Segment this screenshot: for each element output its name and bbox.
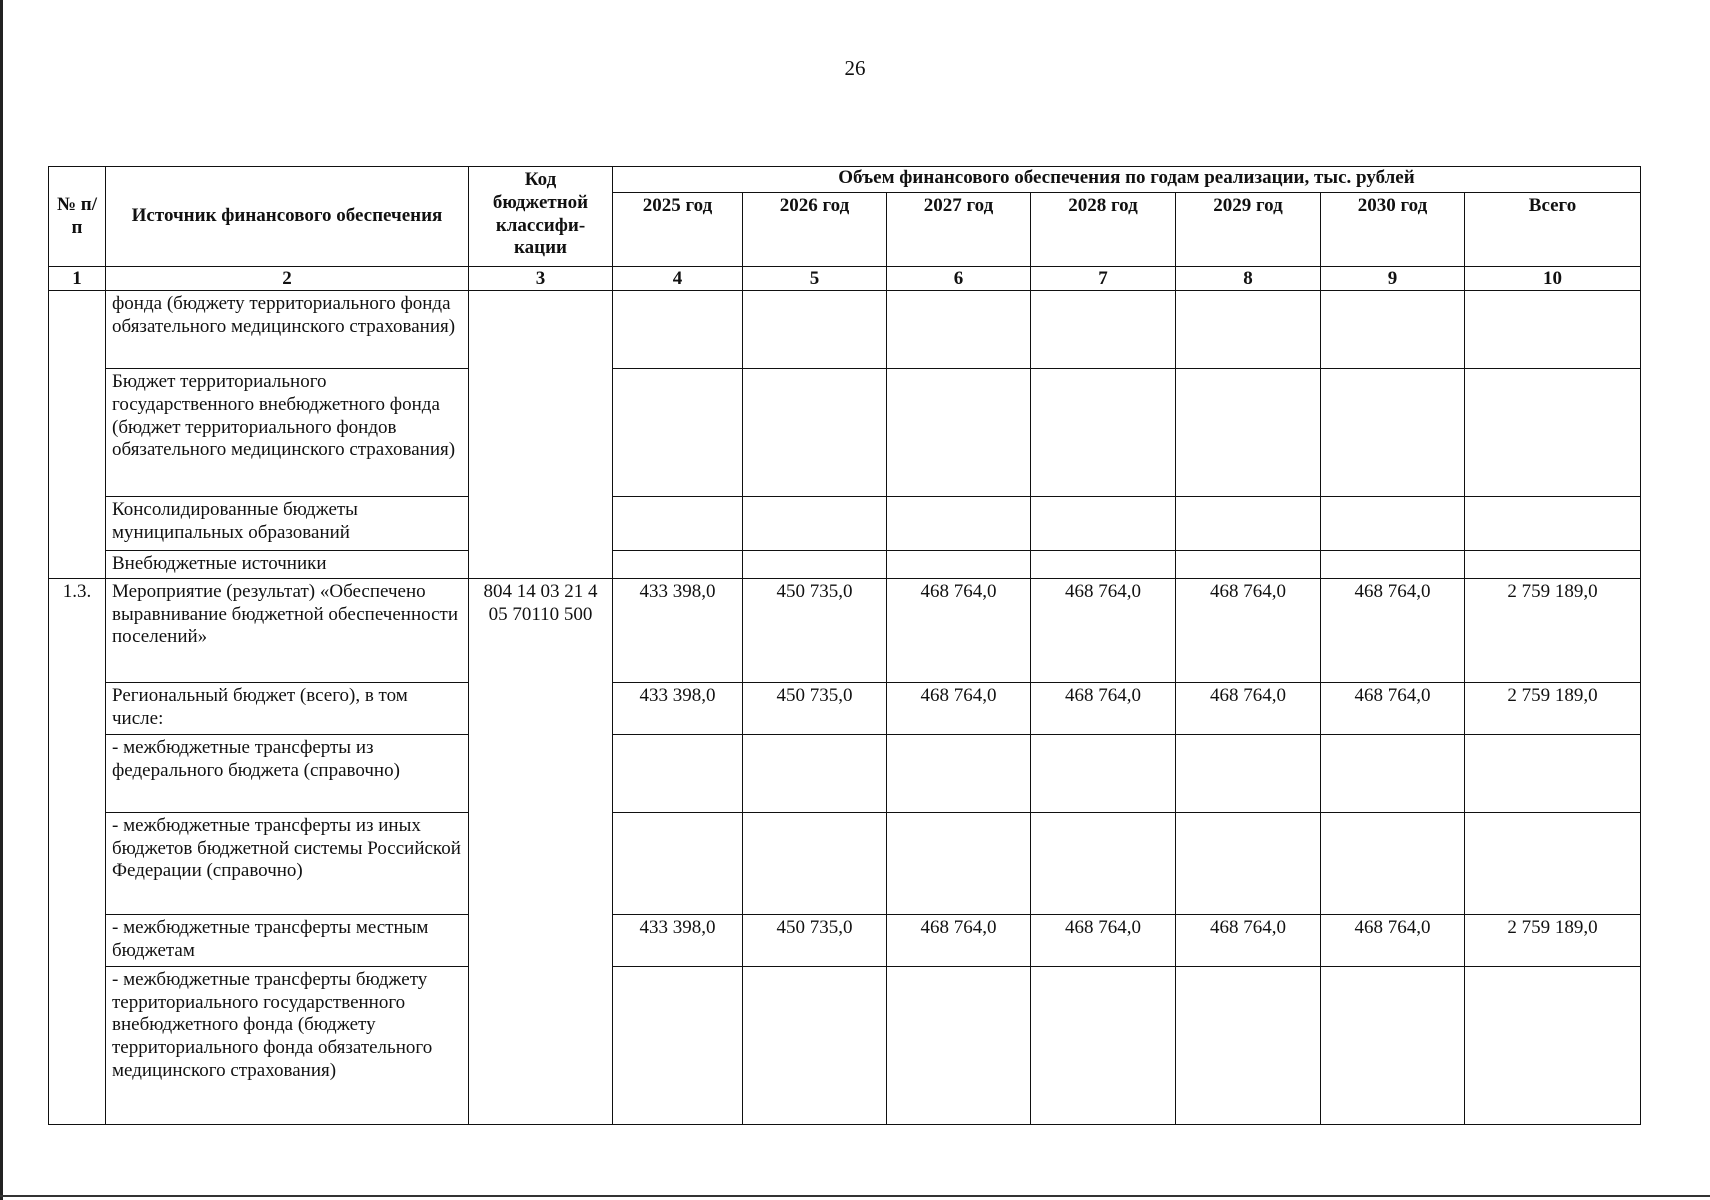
source-cell: Бюджет территориального государственного внебюджетного фонда (бюджет территориального фондов обязательного медицинского страхования)	[106, 369, 469, 497]
header-year-2028: 2028 год	[1031, 193, 1176, 267]
year-value-cell: 450 735,0	[743, 682, 887, 734]
total-value-cell	[1465, 369, 1641, 497]
budget-code-cell: 804 14 03 21 4 05 70110 500	[469, 578, 613, 1124]
total-value-cell	[1465, 291, 1641, 369]
year-value-cell	[887, 291, 1031, 369]
year-value-cell: 468 764,0	[1176, 578, 1321, 682]
year-value-cell: 468 764,0	[1031, 578, 1176, 682]
header-row-top	[49, 167, 1641, 193]
total-value-cell	[1465, 497, 1641, 551]
table-body	[49, 291, 1641, 1125]
year-value-cell	[1176, 291, 1321, 369]
year-value-cell	[743, 551, 887, 579]
column-number: 10	[1465, 267, 1641, 291]
scan-left-edge	[0, 0, 3, 1200]
year-value-cell	[887, 812, 1031, 914]
source-cell: Региональный бюджет (всего), в том числе:	[106, 682, 469, 734]
year-value-cell	[1031, 291, 1176, 369]
year-value-cell	[1176, 734, 1321, 812]
source-cell: - межбюджетные трансферты бюджету территориального государственного внебюджетного фонда (бюджету территориального фонда обязательного медицинского страхования)	[106, 966, 469, 1124]
total-value-cell: 2 759 189,0	[1465, 682, 1641, 734]
year-value-cell	[1031, 497, 1176, 551]
source-cell: - межбюджетные трансферты из федерального бюджета (справочно)	[106, 734, 469, 812]
year-value-cell	[613, 734, 743, 812]
year-value-cell	[1321, 966, 1465, 1124]
year-value-cell	[743, 812, 887, 914]
year-value-cell	[1031, 966, 1176, 1124]
table-row	[49, 291, 1641, 369]
year-value-cell	[887, 497, 1031, 551]
year-value-cell	[743, 291, 887, 369]
page-number: 26	[844, 56, 866, 80]
financing-table	[48, 166, 1641, 1125]
header-year-2025: 2025 год	[613, 193, 743, 267]
header-year-2027: 2027 год	[887, 193, 1031, 267]
year-value-cell	[887, 734, 1031, 812]
table-row	[49, 497, 1641, 551]
year-value-cell	[1321, 291, 1465, 369]
year-value-cell	[1176, 369, 1321, 497]
year-value-cell	[1176, 497, 1321, 551]
year-value-cell	[613, 369, 743, 497]
year-value-cell: 468 764,0	[1031, 682, 1176, 734]
table-row	[49, 369, 1641, 497]
column-number: 5	[743, 267, 887, 291]
budget-code-cell	[469, 291, 613, 579]
header-volume: Объем финансового обеспечения по годам реализации, тыс. рублей	[613, 167, 1641, 193]
column-number: 9	[1321, 267, 1465, 291]
total-value-cell: 2 759 189,0	[1465, 578, 1641, 682]
year-value-cell	[613, 966, 743, 1124]
year-value-cell	[1321, 812, 1465, 914]
year-value-cell	[743, 734, 887, 812]
year-value-cell	[887, 551, 1031, 579]
table-row	[49, 578, 1641, 682]
total-value-cell: 2 759 189,0	[1465, 914, 1641, 966]
column-number: 8	[1176, 267, 1321, 291]
year-value-cell	[1321, 734, 1465, 812]
year-value-cell	[613, 812, 743, 914]
year-value-cell	[1176, 812, 1321, 914]
year-value-cell: 450 735,0	[743, 578, 887, 682]
year-value-cell	[1321, 497, 1465, 551]
year-value-cell	[743, 369, 887, 497]
header-year-2030: 2030 год	[1321, 193, 1465, 267]
row-number-cell	[49, 291, 106, 579]
year-value-cell	[1031, 812, 1176, 914]
column-number: 3	[469, 267, 613, 291]
year-value-cell	[613, 551, 743, 579]
column-number: 7	[1031, 267, 1176, 291]
year-value-cell: 468 764,0	[1321, 578, 1465, 682]
year-value-cell: 433 398,0	[613, 682, 743, 734]
table-row	[49, 914, 1641, 966]
year-value-cell: 468 764,0	[1321, 682, 1465, 734]
column-number: 4	[613, 267, 743, 291]
year-value-cell: 433 398,0	[613, 914, 743, 966]
year-value-cell: 468 764,0	[1176, 914, 1321, 966]
year-value-cell: 468 764,0	[1176, 682, 1321, 734]
header-num: № п/п	[49, 167, 106, 267]
table-row	[49, 812, 1641, 914]
table-row	[49, 966, 1641, 1124]
year-value-cell	[1031, 734, 1176, 812]
total-value-cell	[1465, 966, 1641, 1124]
header-year-2026: 2026 год	[743, 193, 887, 267]
source-cell: Консолидированные бюджеты муниципальных образований	[106, 497, 469, 551]
row-number-cell: 1.3.	[49, 578, 106, 1124]
year-value-cell	[887, 369, 1031, 497]
column-number-row	[49, 267, 1641, 291]
source-cell: Внебюджетные источники	[106, 551, 469, 579]
year-value-cell: 450 735,0	[743, 914, 887, 966]
column-number: 6	[887, 267, 1031, 291]
table-row	[49, 551, 1641, 579]
year-value-cell	[1176, 551, 1321, 579]
total-value-cell	[1465, 812, 1641, 914]
year-value-cell: 468 764,0	[1031, 914, 1176, 966]
year-value-cell	[613, 497, 743, 551]
scan-bottom-line	[0, 1195, 1710, 1197]
total-value-cell	[1465, 734, 1641, 812]
table-row	[49, 682, 1641, 734]
year-value-cell	[613, 291, 743, 369]
source-cell: - межбюджетные трансферты местным бюджетам	[106, 914, 469, 966]
year-value-cell: 468 764,0	[887, 682, 1031, 734]
year-value-cell	[1031, 369, 1176, 497]
year-value-cell	[887, 966, 1031, 1124]
year-value-cell: 468 764,0	[887, 914, 1031, 966]
source-cell: Мероприятие (результат) «Обеспечено выравнивание бюджетной обеспеченности поселений»	[106, 578, 469, 682]
source-cell: - межбюджетные трансферты из иных бюджетов бюджетной системы Российской Федерации (справочно)	[106, 812, 469, 914]
column-number: 2	[106, 267, 469, 291]
source-cell: фонда (бюджету территориального фонда обязательного медицинского страхования)	[106, 291, 469, 369]
year-value-cell	[1031, 551, 1176, 579]
total-value-cell	[1465, 551, 1641, 579]
header-year-2029: 2029 год	[1176, 193, 1321, 267]
year-value-cell: 468 764,0	[1321, 914, 1465, 966]
year-value-cell	[1321, 369, 1465, 497]
year-value-cell	[743, 497, 887, 551]
column-number: 1	[49, 267, 106, 291]
year-value-cell: 468 764,0	[887, 578, 1031, 682]
year-value-cell	[1176, 966, 1321, 1124]
year-value-cell	[743, 966, 887, 1124]
header-source: Источник финансового обеспечения	[106, 167, 469, 267]
table-row	[49, 734, 1641, 812]
year-value-cell	[1321, 551, 1465, 579]
header-code: Код бюджетной классифи-кации	[469, 167, 613, 267]
year-value-cell: 433 398,0	[613, 578, 743, 682]
header-total: Всего	[1465, 193, 1641, 267]
